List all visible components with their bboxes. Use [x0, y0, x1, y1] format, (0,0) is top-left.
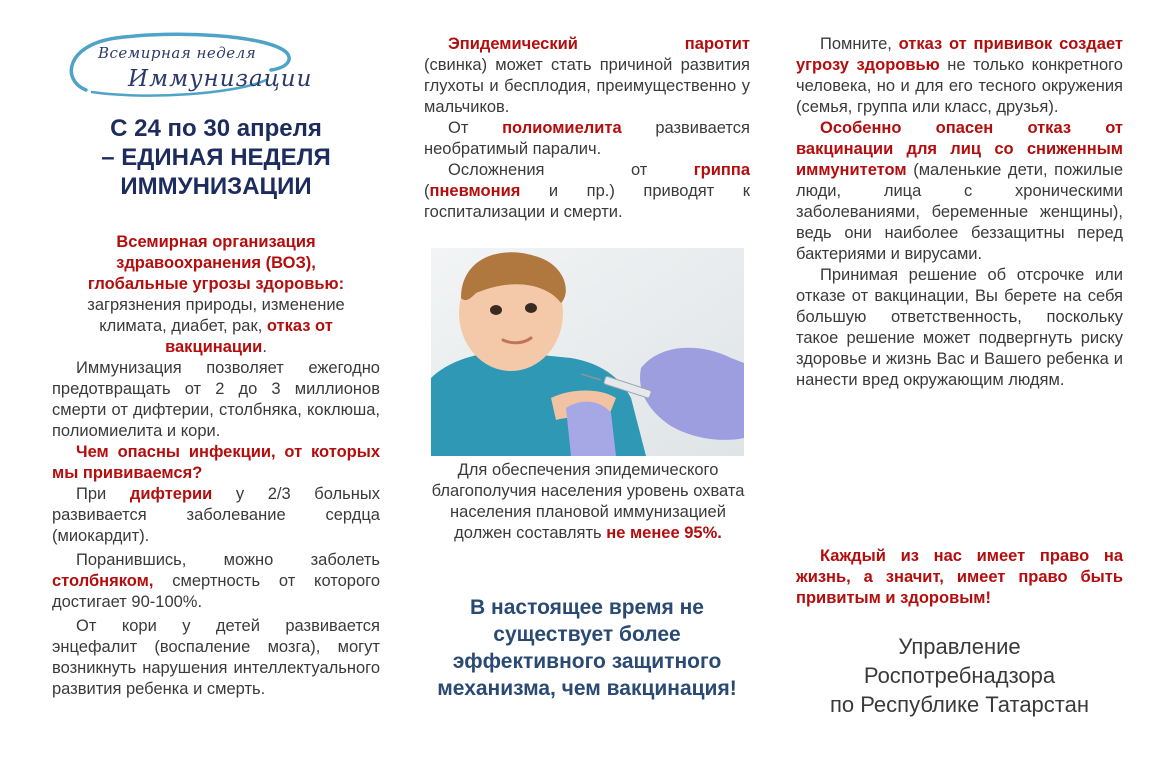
logo-text-line1: Всемирная неделя: [98, 44, 257, 62]
remember-pre: Помните,: [820, 35, 892, 53]
immunization-paragraph: Иммунизация позволяет ежегодно предотвращать от 2 до 3 миллионов смерти от дифтерии, столбняка, коклюша, полиомиелита и кори.: [52, 359, 380, 440]
who-threats-end: .: [262, 338, 267, 356]
who-threats-text: загрязнения природы, изменение климата, диабет, рак,: [87, 296, 345, 335]
diphtheria-paragraph: [52, 484, 380, 547]
child-vaccination-photo: [431, 248, 744, 456]
child-photo-illustration: [431, 248, 744, 456]
signature-line-1: Управление: [898, 634, 1021, 659]
column-1-text: [52, 232, 380, 700]
tetanus-pre: Поранившись, можно заболеть: [76, 551, 380, 569]
tetanus-red: столбняком,: [52, 572, 154, 590]
who-threats-red: отказ от вакцинации: [165, 317, 333, 356]
title-line-1: С 24 по 30 апреля: [110, 115, 322, 142]
polio-post: развивается необратимый паралич.: [424, 119, 750, 158]
immunity-red: Особенно опасен отказ от вакцинации для лиц со сниженным иммунитетом: [796, 119, 1123, 179]
immunity-post: (маленькие дети, пожилые люди, лица с хроническими заболеваниями, беременные женщины), ведь они наиболее беззащитны перед бактериями и вирусами.: [796, 161, 1123, 263]
tetanus-post: смертность от которого достигает 90-100%.: [52, 572, 380, 611]
polio-pre: От: [448, 119, 469, 137]
column-3-text: [796, 34, 1123, 391]
tetanus-paragraph: [52, 550, 380, 613]
flu-pre: Осложнения от: [448, 161, 648, 179]
signature-line-2: Роспотребнадзора: [863, 663, 1056, 688]
flu-post: и пр.) приводят к госпитализации и смерти.: [424, 182, 750, 221]
remember-red: отказ от прививок создает угрозу здоровью: [796, 35, 1123, 74]
title-line-2: – ЕДИНАЯ НЕДЕЛЯ: [101, 144, 331, 171]
signature: [796, 632, 1123, 719]
logo-text-line2: Иммунизации: [128, 66, 313, 92]
who-threats: [52, 295, 380, 358]
measles-paragraph: От кори у детей развивается энцефалит (воспаление мозга), могут возникнуть нарушения интеллектуального развития ребенка и смерть.: [52, 617, 380, 698]
diphtheria-red: дифтерии: [129, 485, 213, 503]
logo: [56, 30, 313, 102]
flu-paragraph: Осложнения от гриппа (пневмония и пр.) приводят к госпитализации и смерти.: [424, 161, 750, 221]
right-to-health: [796, 546, 1123, 609]
signature-line-3: по Республике Татарстан: [829, 692, 1090, 717]
polio-red: полиомиелита: [502, 119, 622, 137]
immunity-paragraph: [796, 118, 1123, 265]
diphtheria-post: у 2/3 больных развивается заболевание сердца (миокардит).: [52, 485, 380, 545]
title-line-3: ИММУНИЗАЦИИ: [120, 173, 312, 200]
flu-red: гриппа: [693, 161, 750, 179]
decision-paragraph: Принимая решение об отсрочке или отказе от вакцинации, Вы берете на себя большую ответственность, поскольку такое решение может подвергнуть риску здоровье и жизнь Вас и Вашего ребенка и нанести вред окружающим людям.: [796, 266, 1123, 389]
page-title: [52, 114, 380, 201]
photo-caption: [428, 460, 748, 544]
right-to-health-text: Каждый из нас имеет право на жизнь, а значит, имеет право быть привитым и здоровым!: [796, 547, 1123, 607]
remember-paragraph: [796, 34, 1123, 118]
remember-post: не только конкретного человека, но и для его тесного окружения (семья, группа или класс, друзья).: [796, 56, 1123, 116]
caption-red: не менее 95%.: [606, 524, 722, 542]
polio-paragraph: [424, 118, 750, 160]
mumps-red: Эпидемический паротит: [448, 35, 750, 53]
danger-heading: Чем опасны инфекции, от которых мы прививаемся?: [52, 443, 380, 482]
mumps-text: (свинка) может стать причиной развития глухоты и бесплодия, преимущественно у мальчиков.: [424, 56, 750, 116]
flu-red-2: пневмония: [429, 182, 521, 200]
mumps-paragraph: [424, 34, 750, 118]
diphtheria-pre: При: [76, 485, 107, 503]
column-2-text: [424, 34, 750, 223]
caption-text: Для обеспечения эпидемического благополучия населения уровень охвата населения плановой иммунизацией должен составлять: [431, 461, 745, 542]
slogan: В настоящее время не существует более эффективного защитного механизма, чем вакцинация!: [437, 596, 737, 700]
who-heading: Всемирная организация здравоохранения (ВОЗ), глобальные угрозы здоровью:: [87, 233, 345, 293]
